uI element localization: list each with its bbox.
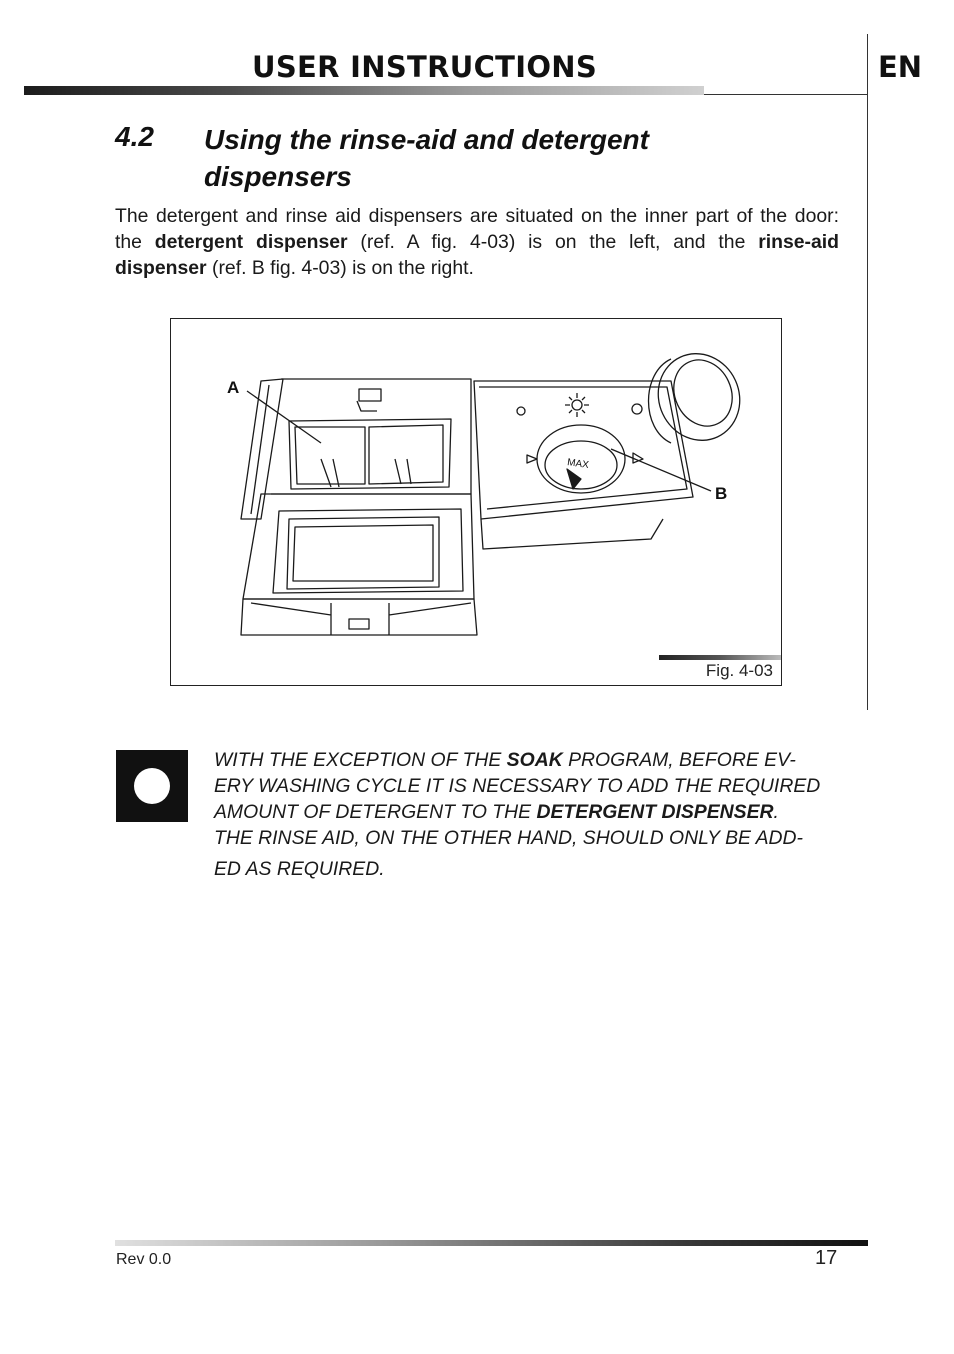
- notice-line-4: THE RINSE AID, ON THE OTHER HAND, SHOULD ONLY BE ADD-: [214, 827, 803, 849]
- intro-text-3: (ref. B fig. 4-03) is on the right.: [206, 257, 474, 279]
- notice-line-5: ED AS REQUIRED.: [214, 858, 385, 880]
- header-rule: [24, 86, 704, 95]
- label-a: A: [227, 378, 240, 397]
- notice-line-1: [214, 747, 839, 773]
- notice-bold-soak: SOAK: [506, 749, 563, 771]
- notice-text-2: PROGRAM, BEFORE EV-: [562, 749, 796, 771]
- intro-paragraph: [115, 203, 839, 281]
- header-title: USER INSTRUCTIONS: [252, 50, 598, 84]
- warning-dot-icon: [116, 750, 188, 822]
- intro-bold-detergent: detergent dispenser: [154, 231, 348, 253]
- header-thin-rule: [704, 94, 868, 95]
- section-title: Using the rinse-aid and detergent dispensers: [204, 124, 649, 192]
- dial-max-label: MAX: [566, 457, 590, 472]
- notice-text-3: AMOUNT OF DETERGENT TO THE: [214, 801, 537, 823]
- page-number: 17: [815, 1247, 838, 1269]
- language-code: EN: [878, 50, 923, 84]
- intro-text-2: (ref. A fig. 4-03) is on the left, and the: [347, 231, 759, 253]
- notice-text: [214, 747, 839, 882]
- notice-text-4: .: [773, 801, 779, 823]
- notice-line-2: ERY WASHING CYCLE IT IS NECESSARY TO ADD THE REQUIRED: [214, 775, 821, 797]
- notice-text-1: WITH THE EXCEPTION OF THE: [214, 749, 507, 771]
- notice-line-3: [214, 799, 839, 825]
- footer-rule: [115, 1240, 868, 1246]
- margin-vertical-rule: [867, 34, 868, 710]
- warning-dot-circle: [134, 768, 170, 804]
- figure-4-03: [170, 318, 782, 686]
- intro-text-1: The detergent and rinse aid dispensers are situated on the inner part of the door: the: [115, 205, 839, 253]
- revision-label: Rev 0.0: [116, 1251, 172, 1268]
- label-b: B: [715, 484, 728, 503]
- figure-caption: Fig. 4-03: [705, 661, 773, 680]
- notice-bold-detergent-dispenser: DETERGENT DISPENSER: [536, 801, 774, 823]
- dispenser-illustration: [171, 319, 781, 685]
- section-number: 4.2: [115, 121, 154, 152]
- caption-bar: [659, 655, 781, 660]
- intro-bold-rinse-aid: rinse-aid dispenser: [115, 231, 840, 279]
